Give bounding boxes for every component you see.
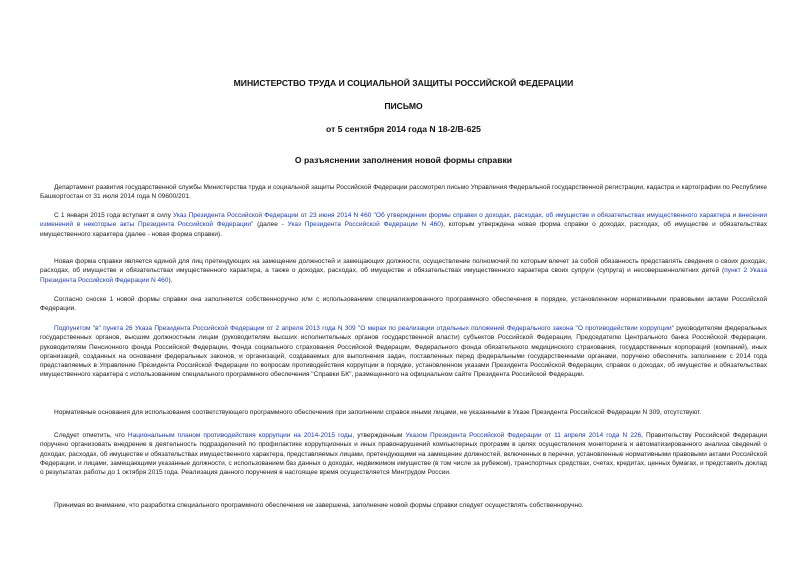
paragraph-5 xyxy=(40,324,767,380)
paragraph-2 xyxy=(40,211,767,239)
document-type-heading: ПИСЬМО xyxy=(384,101,423,111)
ministry-heading: МИНИСТЕРСТВО ТРУДА И СОЦИАЛЬНОЙ ЗАЩИТЫ РОССИЙСКОЙ ФЕДЕРАЦИИ xyxy=(233,78,574,88)
paragraph-2-text: ), которым утверждена новая форма справки о доходах, расходах, об имуществе и обязательствах имущественного характера (далее - новая форма справки). xyxy=(40,221,767,238)
paragraph-4 xyxy=(40,295,767,314)
decree-460-link[interactable]: Указ Президента Российской Федерации от 23 июня 2014 N 460 "Об утверждении формы справки о доходах, расходах, об имуществе и обязательствах имущественного характера и внесении изменений в некоторые акты Президента Российской Федерации" xyxy=(40,212,767,229)
paragraph-2-text: С 1 января 2015 года вступает в силу xyxy=(54,212,174,219)
decree-460-clause-2-link[interactable]: пункт 2 Указа Президента Российской Федерации N 460 xyxy=(40,267,768,284)
paragraph-4-text: Согласно сноске 1 новой формы справки она заполняется собственноручно или с использованием специализированного программного обеспечения в порядке, установленном нормативными правовыми актами Российской Федерации. xyxy=(40,296,767,313)
document-subject: О разъяснении заполнения новой формы справки xyxy=(294,155,513,165)
paragraph-8-text: Принимая во внимание, что разработка специального программного обеспечения не завершена, заполнение новой формы справки следует осуществлять собственноручно. xyxy=(54,502,584,509)
decree-226-link[interactable]: Указом Президента Российской Федерации от 11 апреля 2014 года N 226 xyxy=(405,432,642,439)
national-anticorruption-plan-link[interactable]: Национальным планом противодействия коррупции на 2014-2015 годы xyxy=(127,432,353,439)
paragraph-7-text: Следует отметить, что xyxy=(54,432,128,439)
decree-460-short-link[interactable]: Указ Президента Российской Федерации N 460 xyxy=(287,221,441,229)
paragraph-5-text: руководителям федеральных государственных органов, высшим должностным лицам (руководителям высших исполнительных органов государственной власти) субъектов Российской Федерации, Председателю Центрального банка Российской Федерации, руководителям Пенсионного фонда Российской Федерации, Фонда социального страхования Российской Федерации, Федерального фонда обязательного медицинского страхования, государственных корпораций (компаний), иных организаций, созданных на основании федеральных законов, и организаций, создаваемых для выполнения задач, поставленных перед федеральными государственными органами, поручено обеспечить заполнение с 2014 года представляемых в Управление Президента Российской Федерации по вопросам противодействия коррупции в порядке, установленном указами Президента Российской Федерации, справок о доходах, об имуществе и обязательствах имущественного характера с использованием специального программного обеспечения "Справки БК", размещенного на официальном сайте Президента Российской Федерации. xyxy=(40,325,767,379)
paragraph-6-text: Нормативные основания для использования соответствующего программного обеспечения при заполнении справок иными лицами, не указанными в Указе Президента Российской Федерации N 309, отсутствуют. xyxy=(54,409,702,416)
paragraph-1 xyxy=(40,183,767,202)
paragraph-2-text: (далее - xyxy=(253,221,288,229)
paragraph-7-text: , Правительству Российской Федерации поручено организовать внедрение в деятельность подразделений по профилактике коррупционных и иных правонарушений компьютерных программ в целях осуществления мониторинга и автоматизированного анализа сведений о доходах, расходах, об имуществе и обязательствах имущественного характера, представляемых лицами, претендующими на замещение должностей, включенных в перечни, установленные нормативными правовыми актами Российской Федерации, и лицами, замещающими указанные должности, с использованием баз данных о доходах, недвижимом имуществе (в том числе за рубежом), транспортных средствах, счетах, кредитах, ценных бумагах, и представить доклад о результатах работы до 1 октября 2015 года. Реализация данного поручения в настоящее время осуществляется Минтрудом России. xyxy=(40,432,767,477)
paragraph-6 xyxy=(40,408,767,417)
decree-309-link[interactable]: Подпунктом "в" пункта 26 Указа Президента Российской Федерации от 2 апреля 2013 года N 309 "О мерах по реализации отдельных положений Федерального закона "О противодействии коррупции" xyxy=(54,325,674,332)
paragraph-1-text: Департамент развития государственной службы Министерства труда и социальной защиты Российской Федерации рассмотрел письмо Управления Федеральной государственной регистрации, кадастра и картографии по Республике Башкортостан от 31 июля 2014 года N 09600/201. xyxy=(40,184,767,201)
paragraph-3-text: ). xyxy=(168,276,173,284)
paragraph-3-text: Новая форма справки является единой для лиц претендующих на замещение должностей и замещающих должности, осуществление полномочий по которым влечет за собой обязанность представлять сведения о своих доходах, расходах, об имуществе и обязательствах имущественного характера, а также о доходах, расходах, об имуществе и обязательствах имущественного характера своих супруги (супруга) и несовершеннолетних детей ( xyxy=(40,258,767,275)
paragraph-7 xyxy=(40,431,767,477)
paragraph-7-text: , утвержденным xyxy=(352,432,406,439)
document-date-number: от 5 сентября 2014 года N 18-2/В-625 xyxy=(326,124,481,134)
paragraph-8 xyxy=(40,501,767,510)
paragraph-3 xyxy=(40,257,767,285)
